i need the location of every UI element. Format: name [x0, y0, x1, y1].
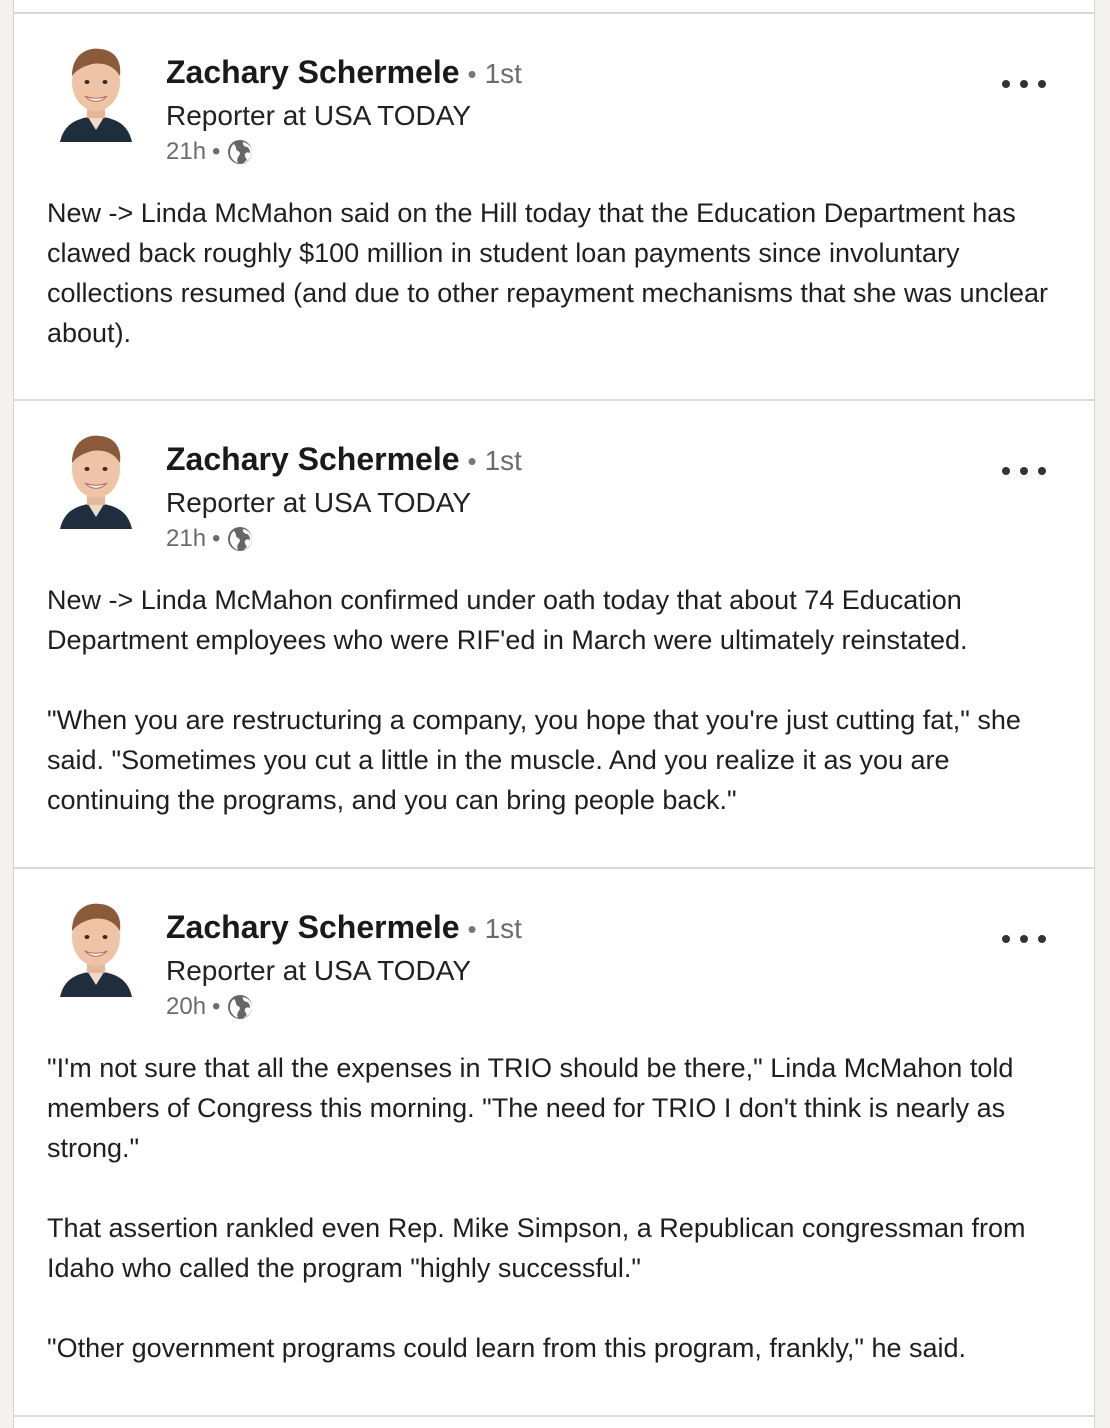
more-options-button[interactable]: [1002, 461, 1046, 481]
connection-degree: 1st: [484, 58, 522, 89]
post-paragraph: "When you are restructuring a company, you hope that you're just cutting fat," she said. "Sometimes you cut a little in the muscle. And you realize it as you are continuing the programs, and you can bring people back.": [47, 705, 1021, 815]
post-time: 20h: [166, 993, 207, 1020]
connection-separator: •: [467, 914, 477, 944]
more-dot: [1002, 467, 1010, 475]
author-headline: Reporter at USA TODAY: [166, 955, 472, 986]
more-dot: [1020, 935, 1028, 943]
more-options-button[interactable]: [1002, 929, 1046, 949]
connection-degree: 1st: [484, 445, 522, 476]
post-paragraph: New -> Linda McMahon said on the Hill today that the Education Department has clawed back roughly $100 million in student loan payments since involuntary collections resumed (and due to other repayment mechanisms that she was unclear about).: [47, 198, 1049, 348]
author-name[interactable]: Zachary Schermele: [166, 441, 460, 477]
feed: [13, 0, 1095, 1428]
post-paragraph: "Other government programs could learn from this program, frankly," he said.: [47, 1333, 967, 1363]
connection-separator: •: [467, 446, 477, 476]
more-dot: [1020, 467, 1028, 475]
author-name[interactable]: Zachary Schermele: [166, 909, 460, 945]
meta-separator: •: [212, 525, 221, 552]
connection-separator: •: [467, 59, 477, 89]
connection-degree: 1st: [484, 913, 522, 944]
author-headline: Reporter at USA TODAY: [166, 100, 472, 131]
author-avatar[interactable]: [58, 431, 134, 529]
post-card: [14, 869, 1094, 1417]
post-time: 21h: [166, 138, 207, 165]
post-card: [14, 14, 1094, 401]
author-avatar[interactable]: [58, 899, 134, 997]
author-avatar[interactable]: [58, 44, 134, 142]
author-name[interactable]: Zachary Schermele: [166, 54, 460, 90]
more-dot: [1002, 80, 1010, 88]
globe-icon: [226, 993, 254, 1021]
globe-icon: [226, 138, 254, 166]
post-body: [47, 580, 1077, 820]
more-dot: [1020, 80, 1028, 88]
more-dot: [1038, 467, 1046, 475]
more-dot: [1002, 935, 1010, 943]
more-dot: [1038, 935, 1046, 943]
meta-separator: •: [212, 993, 221, 1020]
post-paragraph: New -> Linda McMahon confirmed under oath today that about 74 Education Department employees who were RIF'ed in March were ultimately reinstated.: [47, 585, 968, 655]
post-meta: [166, 524, 254, 554]
post-paragraph: That assertion rankled even Rep. Mike Simpson, a Republican congressman from Idaho who called the program "highly successful.": [47, 1213, 1026, 1283]
author-headline: Reporter at USA TODAY: [166, 487, 472, 518]
post-meta: [166, 137, 254, 167]
meta-separator: •: [212, 138, 221, 165]
more-options-button[interactable]: [1002, 74, 1046, 94]
more-dot: [1038, 80, 1046, 88]
globe-icon: [226, 525, 254, 553]
post-meta: [166, 992, 254, 1022]
post-body: [47, 193, 1077, 353]
post-paragraph: "I'm not sure that all the expenses in TRIO should be there," Linda McMahon told members of Congress this morning. "The need for TRIO I don't think is nearly as strong.": [47, 1053, 1014, 1163]
post-time: 21h: [166, 525, 207, 552]
post-body: [47, 1048, 1077, 1368]
post-card: [14, 401, 1094, 869]
previous-post-edge: [14, 0, 1094, 14]
